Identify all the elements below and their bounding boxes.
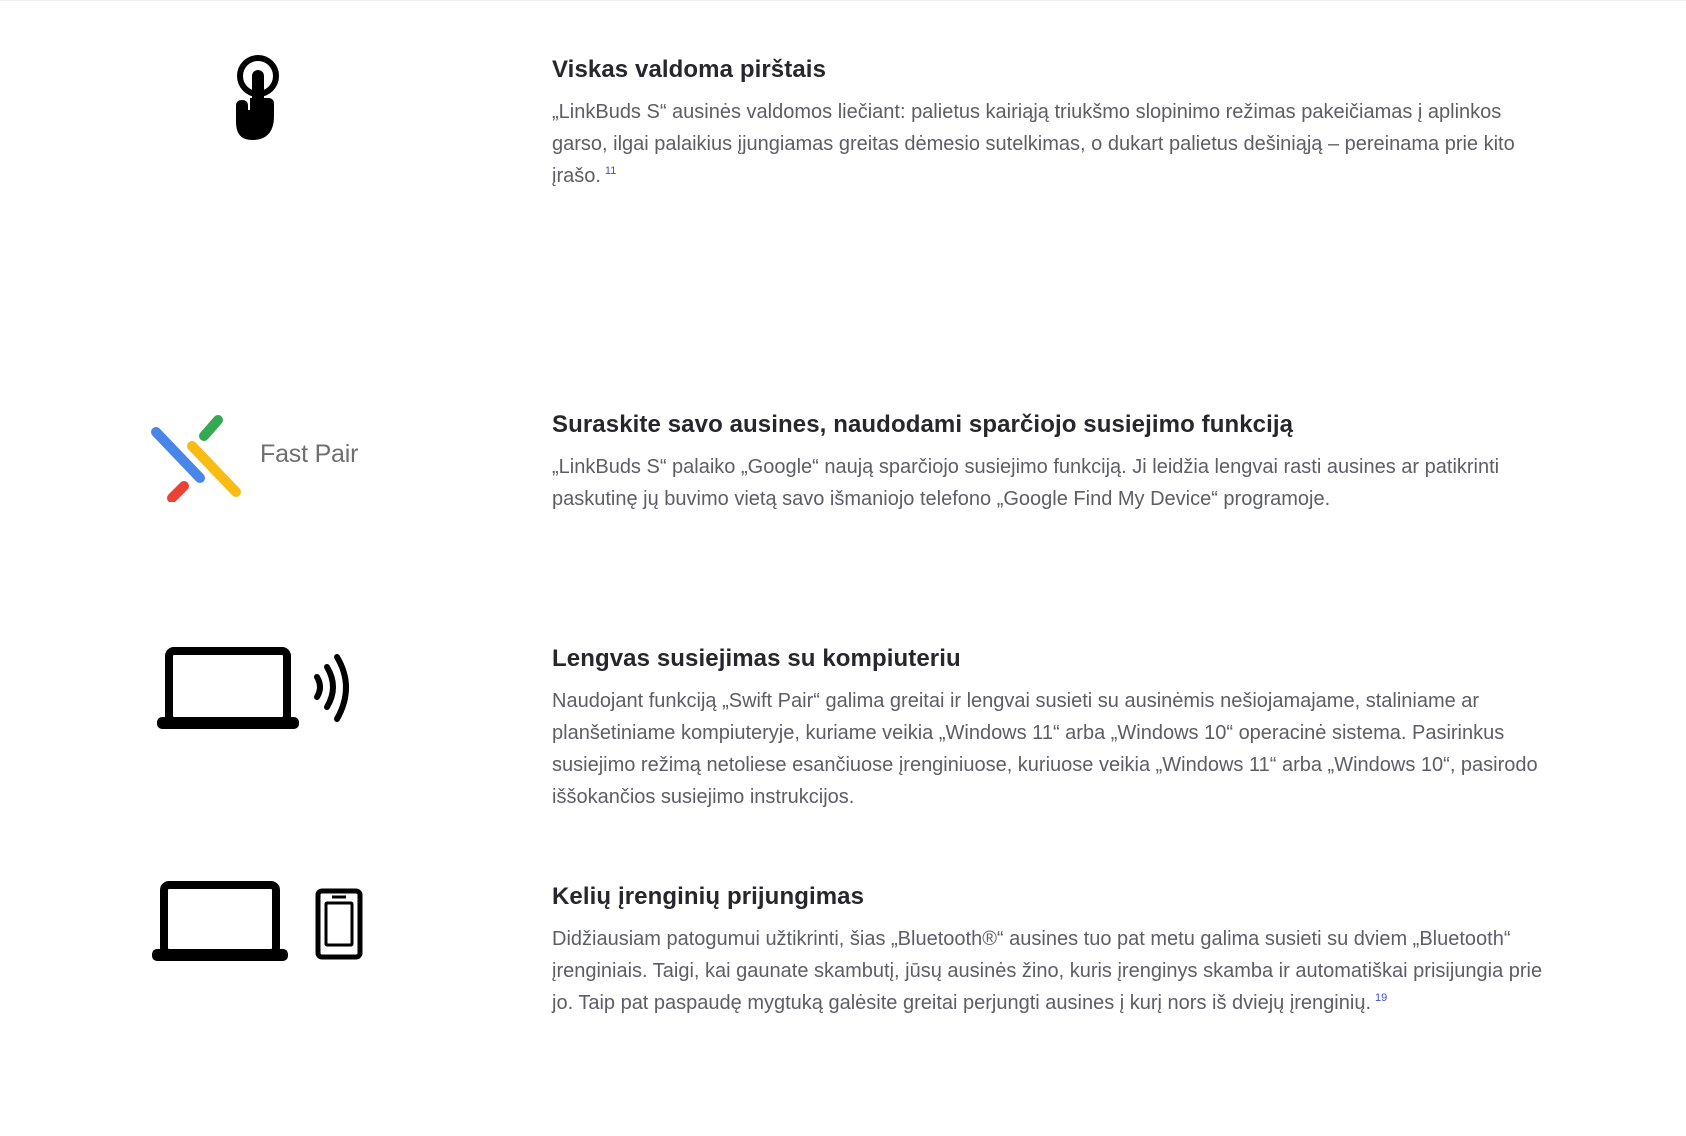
feature-description — [552, 451, 1552, 515]
feature-title: Viskas valdoma pirštais — [552, 56, 827, 83]
feature-icon-container — [148, 404, 364, 504]
laptop-wireless-icon — [153, 643, 363, 733]
feature-description — [552, 96, 1552, 192]
feature-title: Suraskite savo ausines, naudodami sparčiojo susiejimo funkciją — [552, 411, 1294, 438]
feature-description-text: „LinkBuds S“ palaiko „Google“ naują sparčiojo susiejimo funkciją. Ji leidžia lengvai rasti ausines ar patikrinti paskutinę jų buvimo vietą savo išmaniojo telefono „Google Find My Device“ programoje. — [552, 456, 1500, 510]
feature-description-text: Didžiausiam patogumui užtikrinti, šias „Bluetooth®“ ausines tuo pat metu galima susieti su dviem „Bluetooth“ įrenginiais. Taigi, kai gaunate skambutį, jūsų ausinės žino, kuris įrenginys skamba ir automatiškai prisijungia prie jo. Taip pat paspaudę mygtuką galėsite greitai perjungti ausines į kurį nors iš dviejų įrenginių. — [552, 928, 1543, 1014]
top-divider — [0, 0, 1686, 1]
feature-icon-container — [150, 876, 366, 972]
footnote-link[interactable]: 11 — [604, 165, 617, 178]
feature-title: Kelių įrenginių prijungimas — [552, 883, 865, 910]
footnote-link[interactable]: 19 — [1375, 992, 1388, 1005]
feature-icon-container — [150, 640, 366, 736]
fast-pair-label: Fast Pair — [260, 439, 359, 468]
feature-icon-container — [150, 48, 366, 144]
laptop-phone-icon — [150, 881, 366, 967]
feature-title: Lengvas susiejimas su kompiuteriu — [552, 645, 961, 672]
fast-pair-icon — [148, 406, 244, 502]
feature-description — [552, 923, 1552, 1019]
feature-description-text: „LinkBuds S“ ausinės valdomos liečiant: palietus kairiąją triukšmo slopinimo režimas pakeičiamas į aplinkos garso, ilgai palaikius įjungiamas greitas dėmesio sutelkimas, o dukart palietus dešiniąją – pereinama prie kito įrašo. — [552, 101, 1515, 187]
feature-description-text: Naudojant funkciją „Swift Pair“ galima greitai ir lengvai susieti su ausinėmis nešiojamajame, staliniame ar planšetiniame kompiuteryje, kuriame veikia „Windows 11“ arba „Windows 10“ operacinė sistema. Pasirinkus susiejimo režimą netoliese esančiuose įrenginiuose, kuriuose veikia „Windows 11“ arba „Windows 10“, pasirodo iššokančios susiejimo instrukcijos. — [552, 690, 1538, 808]
feature-description — [552, 685, 1552, 813]
touch-hand-icon — [228, 50, 288, 142]
